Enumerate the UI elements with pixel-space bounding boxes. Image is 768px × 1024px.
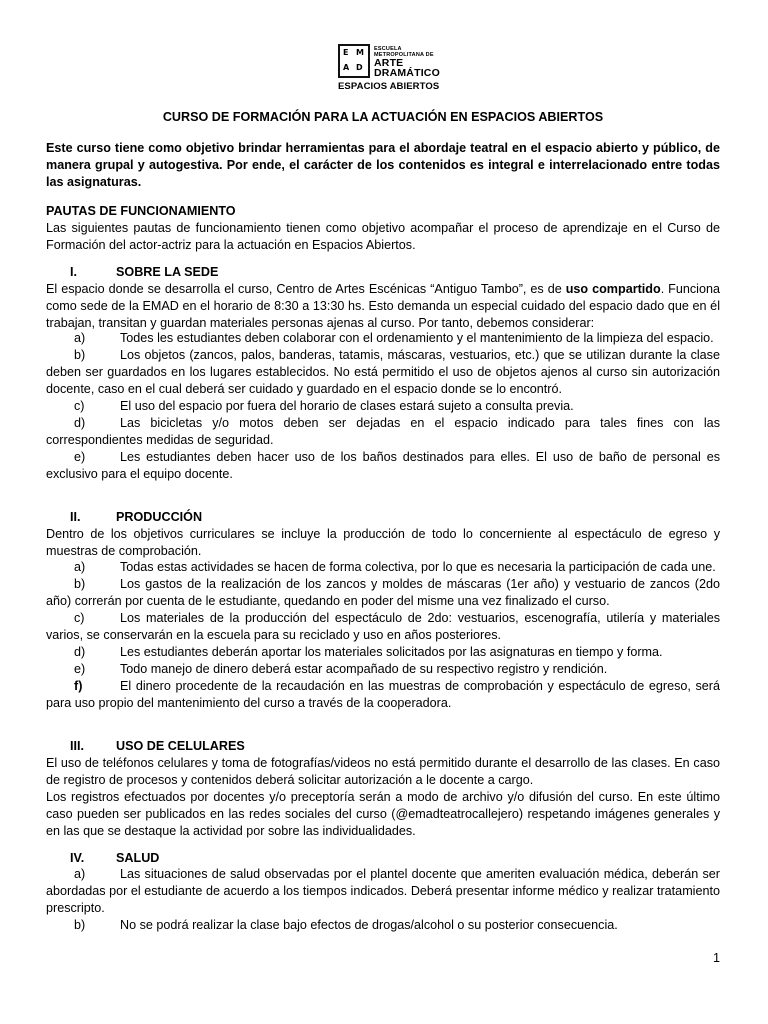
list-item: a) Todes les estudiantes deben colaborar con el ordenamiento y el mantenimiento de la limpieza del espacio. (74, 331, 714, 345)
list-item: c) Los materiales de la producción del espectáculo de 2do: vestuarios, escenografía, utilería y materiales varios, se conservarán en la escuela para su reciclado y uso en años posteriores. (46, 611, 720, 642)
section-sede-intro: El espacio donde se desarrolla el curso, Centro de Artes Escénicas “Antiguo Tambo”, es de uso compartido. Funciona como sede de la EMAD en el horario de 8:30 a 13:30 hs. Esto demanda un especial cuidado del espacio dado que en él trabajan, transitan y guardan materiales personas ajenas al curso. Por tanto, debemos considerar: (46, 282, 720, 330)
emad-logo (338, 44, 508, 92)
list-item: a) Las situaciones de salud observadas por el plantel docente que ameriten evaluación médica, deberán ser abordadas por el estudiante de acuerdo a los tiempos indicados. Deberá presentar informe médico y realizar tratamiento prescripto. (46, 867, 720, 915)
logo-subtitle: ESPACIOS ABIERTOS (338, 81, 440, 92)
list-item: b) Los objetos (zancos, palos, banderas, tatamis, máscaras, vestuarios, etc.) que se utilizan durante la clase deben ser guardados en los lugares establecidos. No está permitido el uso de objetos ajenos al curso sin autorización docente, caso en el cual deberá ser cuidado y guardado en el espacio donde se lo encontró. (46, 348, 720, 396)
pautas-heading: PAUTAS DE FUNCIONAMIENTO (46, 204, 236, 218)
celulares-paragraph-2: Los registros efectuados por docentes y/o preceptoría serán a modo de archivo y/o difusión del curso. En este último caso pueden ser publicados en las redes sociales del curso (@emadteatrocallejero) respetando imágenes generales y en las que se destaque la actividad por sobre las individualidades. (46, 790, 720, 838)
document-title: CURSO DE FORMACIÓN PARA LA ACTUACIÓN EN ESPACIOS ABIERTOS (162, 110, 604, 124)
section-produccion-list (46, 559, 720, 712)
logo-wordmark: ESCUELA METROPOLITANA DE ARTE DRAMÁTICO (374, 46, 440, 79)
list-item: d) Las bicicletas y/o motos deben ser dejadas en el espacio indicado para tales fines con las correspondientes medidas de seguridad. (46, 416, 720, 447)
page-number: 1 (712, 951, 720, 965)
section-produccion-intro: Dentro de los objetivos curriculares se incluye la producción de todo lo concerniente al espectáculo de egreso y muestras de comprobación. (46, 527, 720, 558)
pautas-text: Las siguientes pautas de funcionamiento tienen como objetivo acompañar el proceso de aprendizaje en el Curso de Formación del actor-actriz para la actuación en Espacios Abiertos. (46, 221, 720, 252)
celulares-paragraph-1: El uso de teléfonos celulares y toma de fotografías/videos no está permitido durante el desarrollo de las clases. En caso de registro de procesos y contenidos deberá solicitar autorización a le docente a cargo. (46, 756, 720, 787)
list-item: b) Los gastos de la realización de los zancos y moldes de máscaras (1er año) y vestuario de zancos (2do año) correrán por cuenta de le estudiante, quedando en poder del misme una vez finalizado el curso. (46, 577, 720, 608)
logo-mark: E M A D (338, 44, 370, 78)
section-heading-celulares: III. USO DE CELULARES (70, 739, 245, 753)
intro-paragraph: Este curso tiene como objetivo brindar herramientas para el abordaje teatral en el espacio abierto y público, de manera grupal y autogestiva. Por ende, el carácter de los contenidos es integral e interrelacionado entre todas las asignaturas. (46, 141, 720, 189)
list-item: e) Todo manejo de dinero deberá estar acompañado de su respectivo registro y rendición. (74, 662, 608, 676)
pautas-section (46, 203, 720, 254)
section-sede-list (46, 330, 720, 483)
list-item: f) El dinero procedente de la recaudación en las muestras de comprobación y espectáculo de egreso, será para uso propio del mantenimiento del curso a través de la cooperadora. (46, 679, 720, 710)
section-heading-salud: IV. SALUD (70, 851, 160, 865)
list-item: b) No se podrá realizar la clase bajo efectos de drogas/alcohol o su posterior consecuencia. (74, 918, 618, 932)
section-celulares-text (46, 755, 720, 840)
list-item: d) Les estudiantes deberán aportar los materiales solicitados por las asignaturas en tiempo y forma. (74, 645, 663, 659)
section-heading-produccion: II. PRODUCCIÓN (70, 510, 203, 524)
list-item: e) Les estudiantes deben hacer uso de los baños destinados para elles. El uso de baño de personal es exclusivo para el equipo docente. (46, 450, 720, 481)
section-heading-sede: I. SOBRE LA SEDE (70, 265, 219, 279)
list-item: a) Todas estas actividades se hacen de forma colectiva, por lo que es necesaria la participación de cada une. (74, 560, 716, 574)
section-salud-list (46, 866, 720, 934)
list-item: c) El uso del espacio por fuera del horario de clases estará sujeto a consulta previa. (74, 399, 574, 413)
